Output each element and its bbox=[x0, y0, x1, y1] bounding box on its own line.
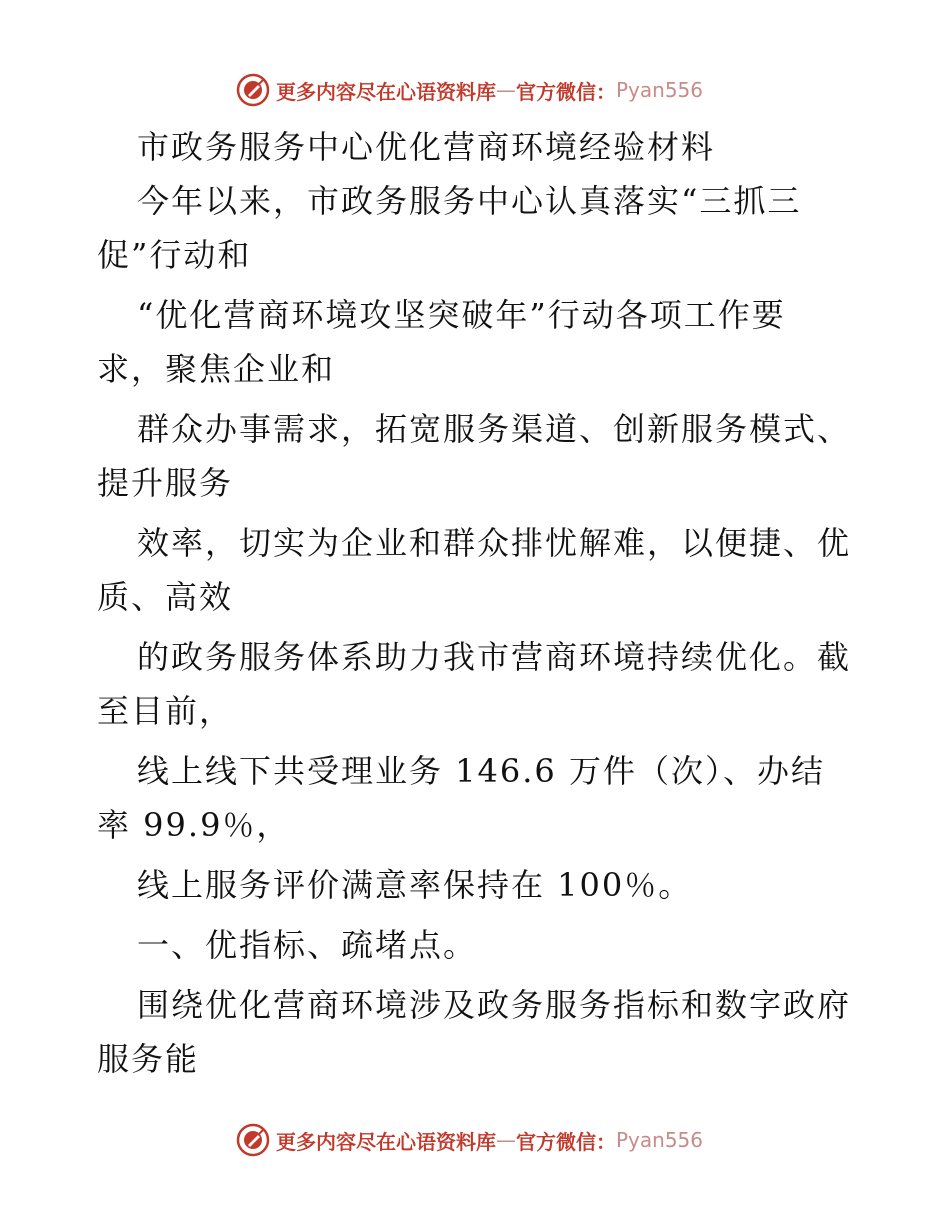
footer-watermark bbox=[236, 1120, 703, 1160]
watermark-site-text: 更多内容尽在心语资料库 bbox=[276, 1129, 496, 1154]
header-watermark bbox=[236, 70, 703, 110]
body-line: 质、高效 bbox=[97, 578, 234, 616]
body-line: 围绕优化营商环境涉及政务服务指标和数字政府 bbox=[137, 986, 852, 1024]
body-line: 求，聚焦企业和 bbox=[97, 350, 336, 388]
watermark-wechat-id: Pyan556 bbox=[616, 78, 704, 102]
document-title: 市政务服务中心优化营商环境经验材料 bbox=[137, 128, 716, 166]
body-line: 的政务服务体系助力我市营商环境持续优化。截 bbox=[137, 638, 852, 676]
section-heading: 一、优指标、疏堵点。 bbox=[137, 926, 478, 964]
body-line: 线上服务评价满意率保持在 100％。 bbox=[137, 866, 693, 904]
watermark-wechat-label: 官方微信： bbox=[516, 79, 616, 104]
body-line: 至目前， bbox=[97, 692, 234, 730]
body-line: 线上线下共受理业务 146.6 万件（次）、办结 bbox=[137, 752, 825, 790]
document-body bbox=[97, 120, 867, 1086]
body-line: 服务能 bbox=[97, 1040, 200, 1078]
body-line: “优化营商环境攻坚突破年”行动各项工作要 bbox=[137, 296, 786, 334]
body-line: 效率，切实为企业和群众排忧解难，以便捷、优 bbox=[137, 524, 852, 562]
body-line: 提升服务 bbox=[97, 464, 234, 502]
watermark-separator: — bbox=[496, 1128, 516, 1152]
watermark-separator: — bbox=[496, 78, 516, 102]
body-line: 群众办事需求，拓宽服务渠道、创新服务模式、 bbox=[137, 410, 852, 448]
watermark-wechat-label: 官方微信： bbox=[516, 1129, 616, 1154]
body-line: 今年以来，市政务服务中心认真落实“三抓三 bbox=[137, 182, 802, 220]
pen-logo-icon bbox=[236, 1123, 270, 1157]
pen-logo-icon bbox=[236, 73, 270, 107]
watermark-wechat-id: Pyan556 bbox=[616, 1128, 704, 1152]
body-line: 促”行动和 bbox=[97, 236, 252, 274]
watermark-site-text: 更多内容尽在心语资料库 bbox=[276, 79, 496, 104]
body-line: 率 99.9％， bbox=[97, 806, 291, 844]
